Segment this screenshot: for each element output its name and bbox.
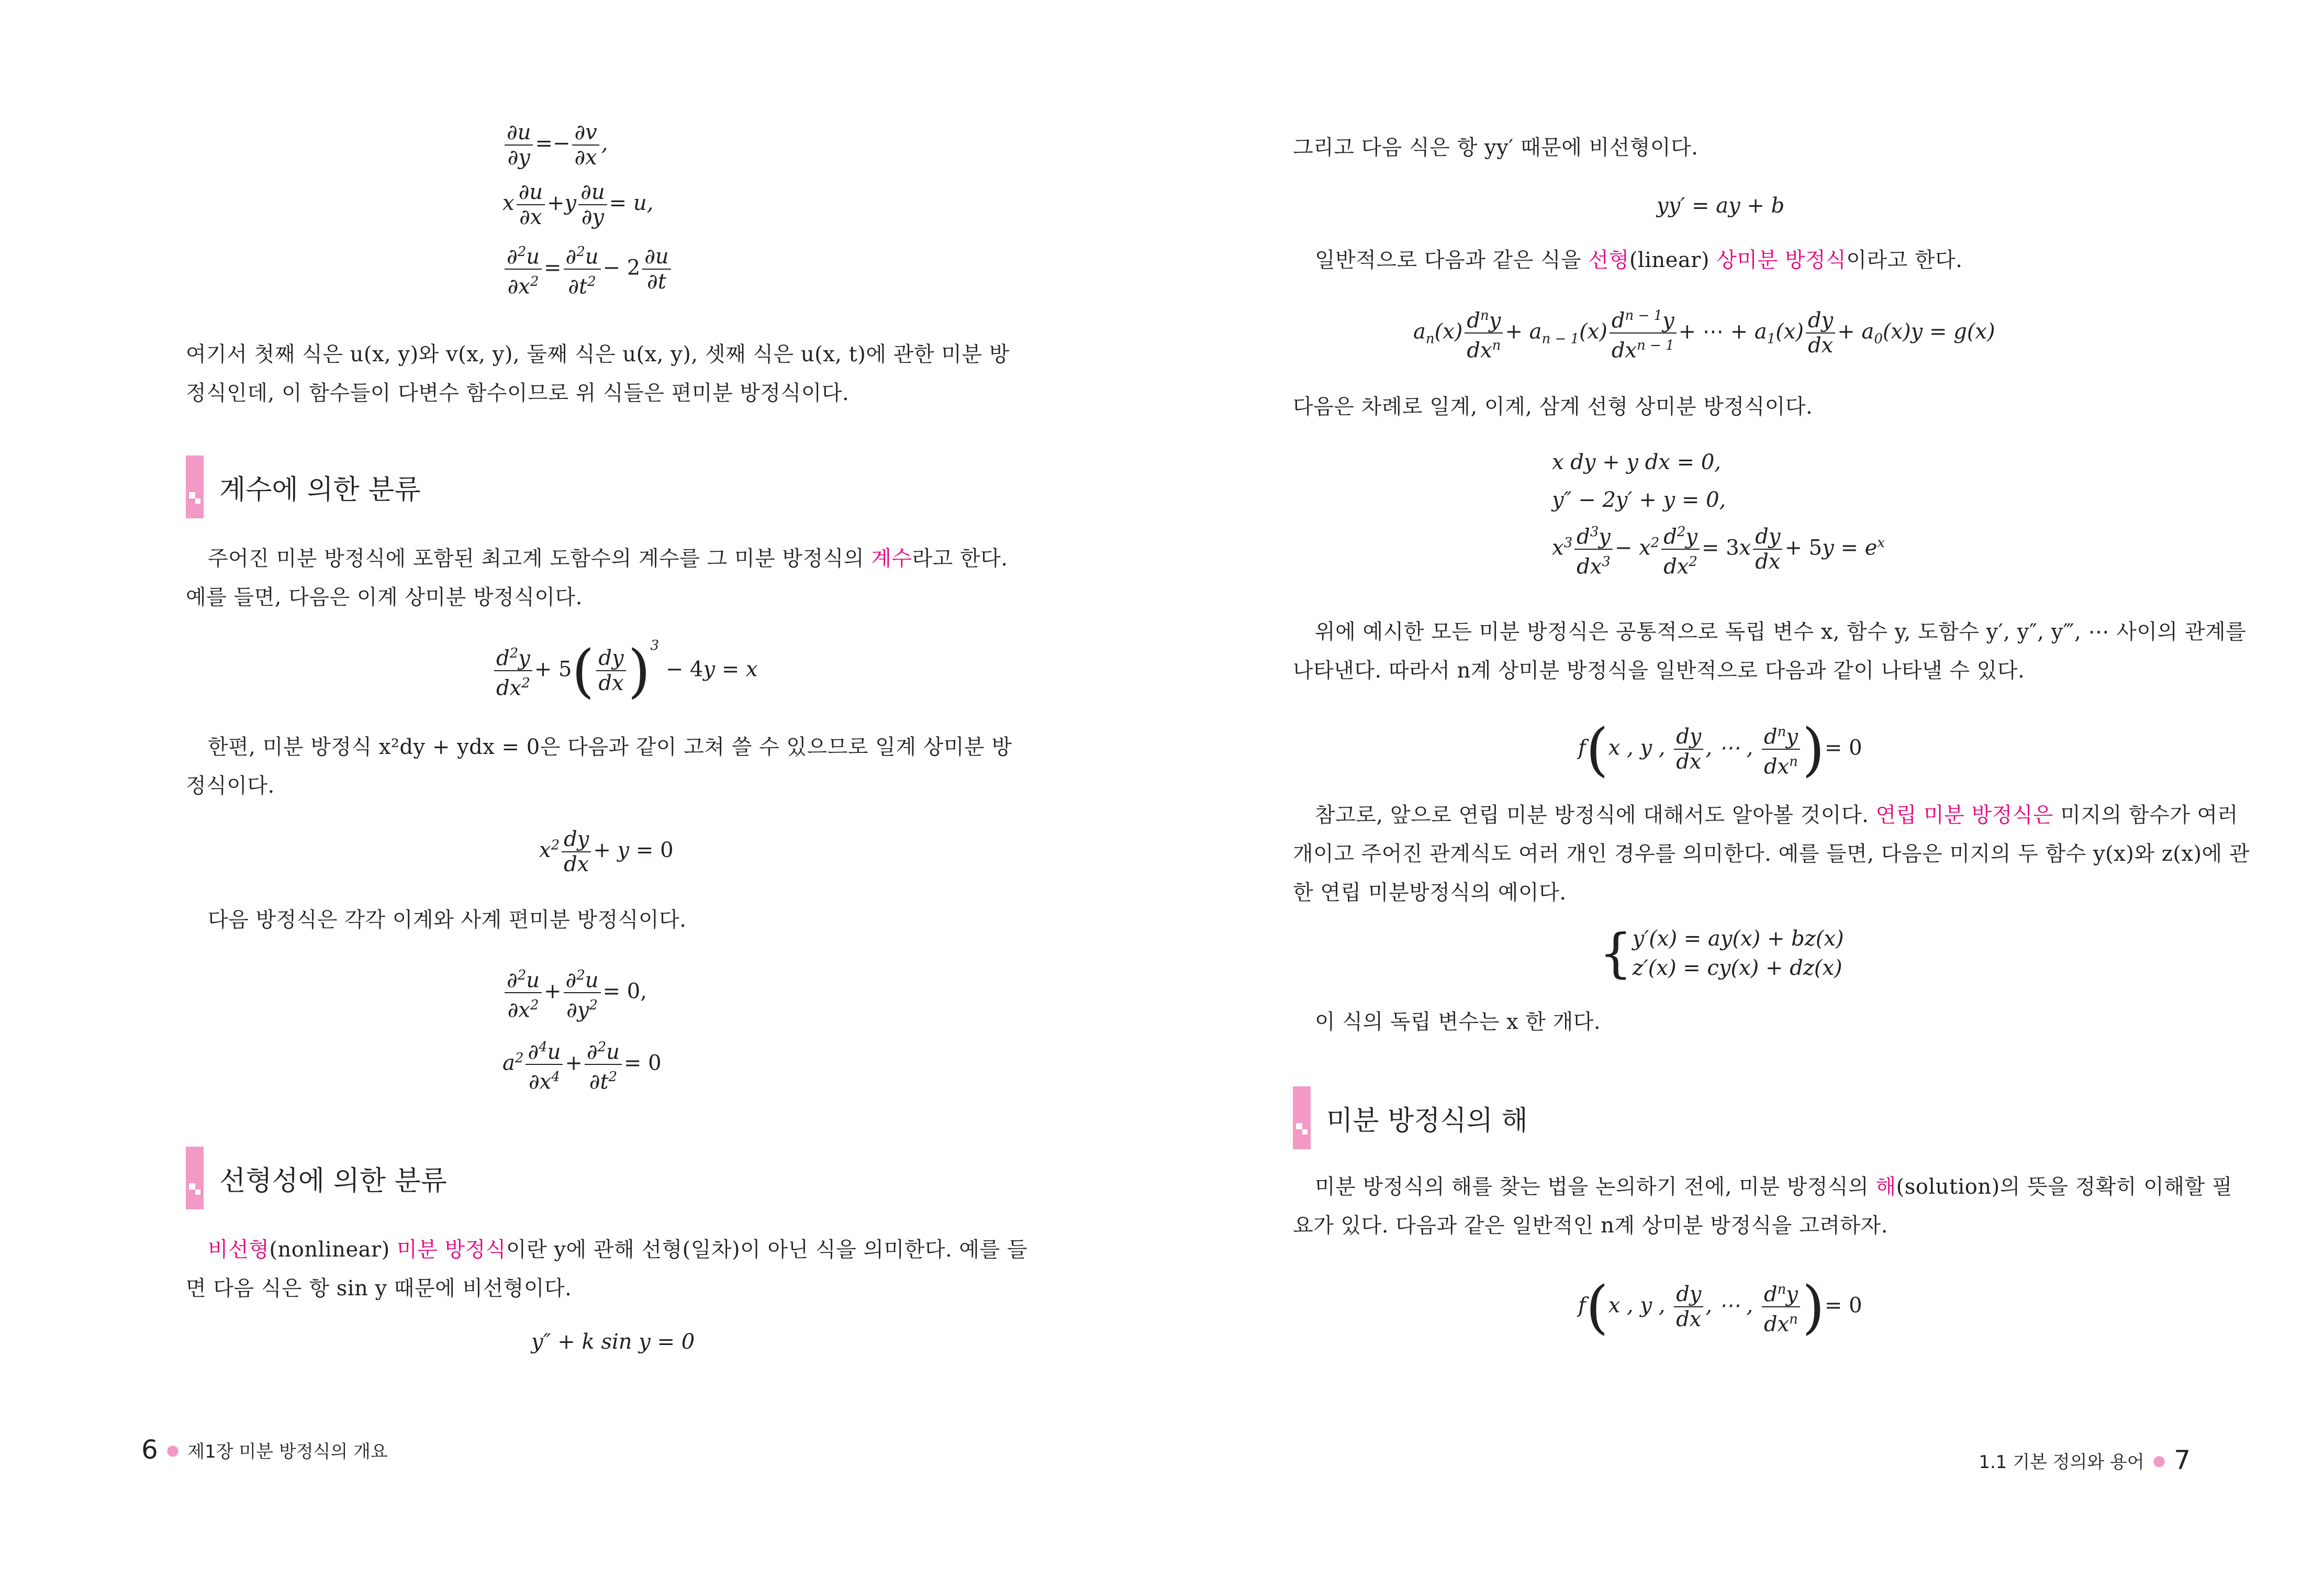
paragraph-5: [186, 1230, 1029, 1308]
paragraph-3: [186, 728, 1029, 805]
bullet-icon: ●: [2152, 1451, 2166, 1469]
paragraph-r6: [1293, 1003, 2251, 1041]
page-number: 6: [141, 1435, 158, 1465]
text-span: 이라고 한다.: [1846, 248, 1963, 272]
paragraph-r1-text: 그리고 다음 식은 항 yy′ 때문에 비선형이다.: [1293, 136, 1699, 160]
equation-pde-2: $a^2$ $\frac{\partial^4u}{\partial x^4}$ + $\frac{\partial^2u}{\partial t^2}$ = 0: [502, 1035, 662, 1094]
paragraph-1: [186, 335, 1029, 413]
highlight-term: 계수: [871, 547, 912, 571]
equation-r1-text: yy′ = ay + b: [1657, 194, 1785, 218]
highlight-term: 선형: [1588, 248, 1629, 272]
equation-r3-1: x dy + y dx = 0,: [1552, 450, 1722, 474]
equation-r3-2: y″ − 2y′ + y = 0,: [1552, 488, 1726, 512]
equation-r5-system: [1599, 924, 1844, 983]
page-number: 7: [2174, 1445, 2191, 1475]
equation-r5-2: z′(x) = cy(x) + dz(x): [1632, 956, 1842, 980]
equation-order1: $x^2$ $\frac{dy}{dx}$ + y = 0: [539, 827, 674, 876]
paragraph-r2: [1293, 241, 2251, 280]
paragraph-5-text: [186, 1230, 1029, 1308]
text-span: (nonlinear): [269, 1238, 397, 1262]
highlight-term: 상미분 방정식: [1716, 248, 1847, 272]
paragraph-r7-text: [1293, 1168, 2251, 1245]
chapter-title: 제1장 미분 방정식의 개요: [187, 1441, 388, 1462]
highlight-term: 비선형: [208, 1238, 270, 1262]
text-span: 미분 방정식의 해를 찾는 법을 논의하기 전에, 미분 방정식의: [1315, 1175, 1876, 1199]
equation-r2-linear: $a_n(x)$ $d^ny$ $dx^n$ + $a_{n - 1}(x)$ $d^{n - 1}y$ $dx^{n - 1}$ + ⋯ + $a_1(x)$ $\frac{dy}{dx}$ + $a_0(x)y = g(x)$: [1413, 304, 1995, 363]
paragraph-r6-text: 이 식의 독립 변수는 x 한 개다.: [1315, 1010, 1601, 1034]
paragraph-r3: [1293, 387, 2251, 426]
equation-r1: [1657, 191, 1784, 220]
equation-r3-3: $x^3$ $\frac{d^3y}{dx^3}$ − $x^2$ $\frac{d^2y}{dx^2}$ = 3x $\frac{dy}{dx}$ + $5y = e^x$: [1552, 520, 1885, 579]
section-heading-linearity: [186, 1147, 447, 1209]
paragraph-4: [186, 901, 1029, 939]
equation-r5-1: y′(x) = ay(x) + bz(x): [1632, 927, 1844, 951]
paragraph-r5: [1293, 796, 2251, 912]
paragraph-3-text: 한편, 미분 방정식 x²dy + ydx = 0은 다음과 같이 고쳐 쓸 수 있으므로 일계 상미분 방정식이다.: [186, 735, 1012, 798]
text-span: 일반적으로 다음과 같은 식을: [1315, 248, 1589, 272]
paragraph-r4: [1293, 613, 2251, 690]
equation-r4-general: f(x , y , $\frac{dy}{dx}$ , ⋯ , $d^ny$ $dx^n$ )= 0: [1578, 716, 1862, 783]
text-span: 이란 y에 관해 선형(일차)이 아닌 식을 의미한다. 예를 들면 다음 식은 항 sin y 때문에 비선형이다.: [186, 1238, 1028, 1301]
equation-order2: $\frac{d^2y}{dx^2}$ + 5( $\frac{dy}{dx}$ )$^3$ − 4y = x: [492, 641, 758, 701]
text-span: 주어진 미분 방정식에 포함된 최고계 도함수의 계수를 그 미분 방정식의: [208, 547, 872, 571]
text-span: 라고 한다. 예를 들면, 다음은 이계 상미분 방정식이다.: [186, 547, 1008, 609]
paragraph-r1: [1293, 128, 2251, 167]
highlight-term: 미분 방정식: [396, 1238, 506, 1262]
right-page: [1162, 0, 2324, 1589]
text-span: 참고로, 앞으로 연립 미분 방정식에 대해서도 알아볼 것이다.: [1315, 803, 1876, 827]
equation-r6-general: f(x , y , $\frac{dy}{dx}$ , ⋯ , $d^ny$ $dx^n$ )= 0: [1578, 1273, 1862, 1341]
paragraph-r2-text: [1293, 241, 2251, 280]
section-title: 선형성에 의한 분류: [219, 1165, 447, 1197]
equation-3: $\frac{\partial^2u}{\partial x^2}$ = $\frac{\partial^2u}{\partial t^2}$ − 2 $\frac{\partial u}{\partial t}$: [502, 240, 673, 299]
paragraph-4-text: 다음 방정식은 각각 이계와 사계 편미분 방정식이다.: [208, 908, 687, 932]
paragraph-2: [186, 539, 1029, 617]
section-title: 미분 방정식의 해: [1326, 1105, 1528, 1137]
paragraph-r5-text: [1293, 796, 2251, 912]
highlight-term: 해: [1875, 1175, 1896, 1199]
section-marker-icon: [186, 1147, 204, 1209]
equation-group-r3: [1552, 448, 1885, 579]
section-marker-icon: [186, 455, 204, 518]
text-span: (solution)의 뜻을 정확히 이해할 필요가 있다. 다음과 같은 일반적인 n계 상미분 방정식을 고려하자.: [1293, 1175, 2233, 1238]
paragraph-r3-text: 다음은 차례로 일계, 이계, 삼계 선형 상미분 방정식이다.: [1293, 395, 1813, 419]
bullet-icon: ●: [166, 1441, 180, 1459]
equation-group-1: [502, 120, 673, 299]
section-heading-solution: [1293, 1086, 1528, 1149]
equation-2: x $\frac{\partial u}{\partial x}$ +y $\frac{\partial u}{\partial y}$ = u,: [502, 180, 654, 229]
text-span: 미지의 함수가 여러 개이고 주어진 관계식도 여러 개인 경우를 의미한다. 예를 들면, 다음은 미지의 두 함수 y(x)와 z(x)에 관한 연립 미분방정식의 예이다.: [1293, 803, 2250, 905]
section-heading-order: [186, 455, 421, 518]
equation-nonlinear-text: y″ + k sin y = 0: [531, 1330, 695, 1354]
footer-right: [1979, 1445, 2191, 1475]
paragraph-r7: [1293, 1168, 2251, 1245]
section-marker-icon: [1293, 1086, 1311, 1149]
paragraph-1-text: 여기서 첫째 식은 u(x, y)와 v(x, y), 둘째 식은 u(x, y), 셋째 식은 u(x, t)에 관한 미분 방정식인데, 이 함수들이 다변수 함수이므로 위 식들은 편미분 방정식이다.: [186, 342, 1010, 405]
paragraph-r4-text: 위에 예시한 모든 미분 방정식은 공통적으로 독립 변수 x, 함수 y, 도함수 y′, y″, y‴, ⋯ 사이의 관계를 나타낸다. 따라서 n계 상미분 방정식을 일반적으로 다음과 같이 나타낼 수 있다.: [1293, 620, 2247, 683]
section-title: 계수에 의한 분류: [219, 474, 421, 506]
equation-pde-1: $\frac{\partial^2u}{\partial x^2}$ + $\frac{\partial^2u}{\partial y^2}$ = 0,: [502, 963, 662, 1023]
text-span: (linear): [1629, 248, 1717, 272]
equation-1: $\frac{\partial u}{\partial y}$ =− $\frac{\partial v}{\partial x}$ ,: [502, 120, 673, 170]
equation-group-pde: [502, 963, 662, 1094]
equation-nonlinear: [531, 1327, 695, 1357]
section-label: 1.1 기본 정의와 용어: [1979, 1451, 2144, 1473]
highlight-term: 연립 미분 방정식은: [1875, 803, 2054, 827]
paragraph-2-text: [186, 539, 1029, 617]
brace-icon: {: [1599, 923, 1633, 984]
footer-left: [141, 1435, 388, 1465]
